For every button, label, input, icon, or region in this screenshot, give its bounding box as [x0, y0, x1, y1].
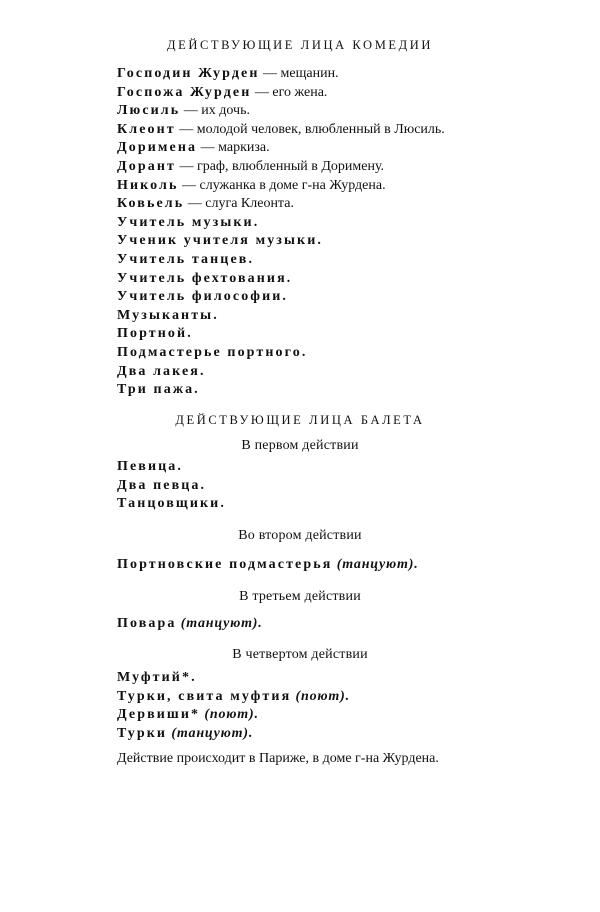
character-entry [117, 325, 445, 344]
act-three-list [117, 615, 263, 634]
act-three-heading: В третьем действии [239, 589, 361, 604]
character-entry [117, 381, 445, 400]
character-name: Ковьель [117, 196, 185, 212]
character-name: Господин Журден [117, 66, 260, 81]
character-entry [117, 102, 445, 121]
character-name: Госпожа Журден [117, 84, 252, 100]
ballet-role: Турки, свита муфтия [117, 688, 292, 704]
ballet-role: Муфтий*. [117, 670, 197, 685]
act-four-list [117, 669, 350, 743]
ballet-role: Повара [117, 616, 177, 631]
character-name: Учитель музыки. [117, 214, 260, 230]
character-description: — слуга Клеонта. [184, 196, 294, 212]
character-description: — их дочь. [180, 103, 250, 119]
character-entry [117, 121, 445, 140]
setting-statement: Действие происходит в Париже, в доме г-на Журдена. [117, 751, 439, 766]
character-entry [117, 344, 445, 363]
character-entry [117, 139, 445, 158]
character-entry [117, 251, 445, 270]
character-entry [117, 65, 445, 84]
character-entry [117, 214, 445, 233]
character-name: Дорант [117, 158, 176, 174]
character-entry [117, 363, 445, 382]
character-entry [117, 84, 445, 103]
character-description: — служанка в доме г-на Журдена. [178, 177, 386, 193]
character-entry [117, 232, 445, 251]
character-name: Учитель фехтования. [117, 270, 293, 286]
character-name: Портной. [117, 326, 193, 342]
character-name: Учитель философии. [117, 289, 289, 305]
ballet-heading: ДЕЙСТВУЮЩИЕ ЛИЦА БАЛЕТА [175, 413, 425, 427]
character-description: — граф, влюбленный в Доримену. [175, 158, 385, 174]
ballet-entry [117, 556, 419, 575]
ballet-entry [117, 688, 350, 707]
character-name: Клеонт [117, 121, 176, 137]
stage-direction: (танцуют). [167, 725, 254, 741]
comedy-heading: ДЕЙСТВУЮЩИЕ ЛИЦА КОМЕДИИ [166, 38, 434, 52]
character-entry [117, 288, 445, 307]
character-name: Доримена [117, 140, 198, 156]
ballet-entry [117, 477, 226, 496]
ballet-entry [117, 615, 263, 634]
ballet-role: Певица. [117, 459, 183, 474]
ballet-role: Дервиши* [117, 707, 201, 723]
stage-direction: (поют). [200, 707, 259, 723]
act-one-heading: В первом действии [241, 438, 359, 453]
ballet-entry [117, 669, 350, 688]
ballet-role: Портновские подмастерья [117, 557, 333, 572]
character-description: — мещанин. [259, 66, 339, 81]
character-entry [117, 270, 445, 289]
stage-direction: (танцуют). [176, 616, 263, 631]
character-name: Музыканты. [117, 307, 219, 323]
character-name: Ученик учителя музыки. [117, 233, 323, 249]
character-name: Три пажа. [117, 382, 200, 398]
character-description: — молодой человек, влюбленный в Люсиль. [175, 121, 445, 137]
act-two-list [117, 556, 419, 575]
comedy-character-list [117, 65, 445, 400]
act-one-list [117, 458, 226, 514]
character-name: Николь [117, 177, 179, 193]
character-description: — его жена. [251, 84, 328, 100]
character-entry [117, 195, 445, 214]
ballet-entry [117, 495, 226, 514]
character-name: Учитель танцев. [117, 251, 255, 267]
ballet-role: Два певца. [117, 477, 207, 493]
character-name: Люсиль [117, 103, 181, 119]
character-entry [117, 307, 445, 326]
character-name: Подмастерье портного. [117, 344, 308, 360]
character-entry [117, 158, 445, 177]
character-entry [117, 177, 445, 196]
character-name: Два лакея. [117, 363, 206, 379]
ballet-entry [117, 725, 350, 744]
ballet-entry [117, 458, 226, 477]
stage-direction: (танцуют). [332, 557, 419, 572]
stage-direction: (поют). [291, 688, 350, 704]
ballet-role: Танцовщики. [117, 496, 226, 512]
ballet-role: Турки [117, 725, 168, 741]
act-two-heading: Во втором действии [238, 528, 362, 543]
ballet-entry [117, 706, 350, 725]
act-four-heading: В четвертом действии [232, 647, 368, 662]
character-description: — маркиза. [197, 140, 270, 156]
